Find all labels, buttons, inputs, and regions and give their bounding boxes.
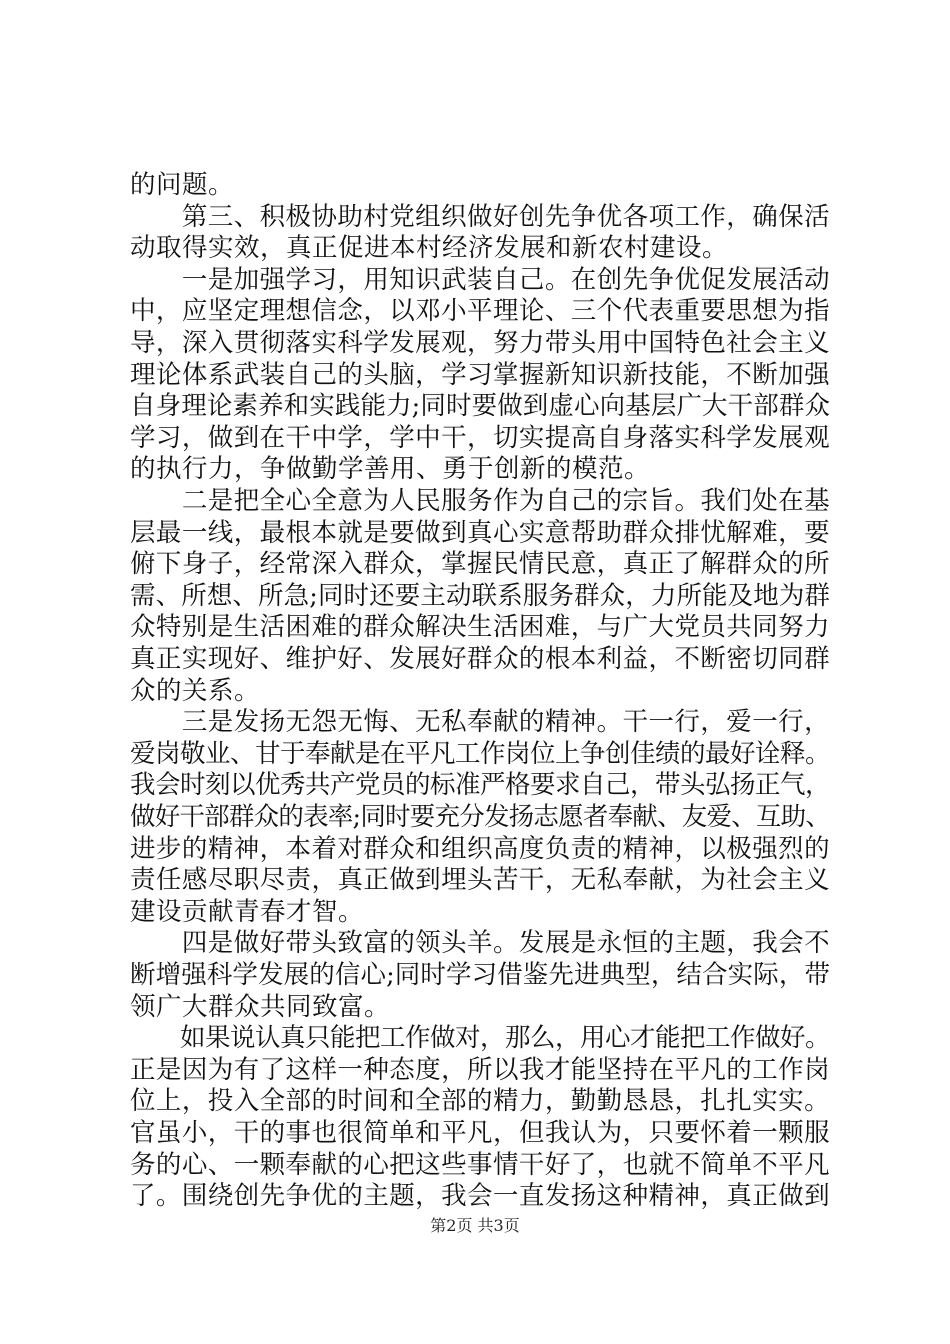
text-line: 爱岗敬业、甘于奉献是在平凡工作岗位上争创佳绩的最好诠释。: [130, 738, 831, 769]
text-line: 责任感尽职尽责，真正做到埋头苦干，无私奉献，为社会主义: [130, 865, 831, 896]
text-line: 断增强科学发展的信心;同时学习借鉴先进典型，结合实际，带: [130, 960, 831, 990]
text-line: 四是做好带头致富的领头羊。发展是永恒的主题，我会不: [130, 928, 831, 959]
text-line: 动取得实效，真正促进本村经济发展和新农村建设。: [130, 233, 729, 264]
text-line: 众特别是生活困难的群众解决生活困难，与广大党员共同努力: [130, 612, 831, 643]
text-line: 三是发扬无怨无悔、无私奉献的精神。干一行，爱一行，: [130, 707, 831, 738]
text-line: 第三、积极协助村党组织做好创先争优各项工作，确保活: [130, 201, 831, 232]
text-line: 二是把全心全意为人民服务作为自己的宗旨。我们处在基: [130, 486, 831, 516]
text-line: 做好干部群众的表率;同时要充分发扬志愿者奉献、友爱、互助、: [130, 802, 831, 832]
text-line: 了。围绕创先争优的主题，我会一直发扬这种精神，真正做到: [130, 1181, 831, 1212]
text-line: 我会时刻以优秀共产党员的标准严格要求自己，带头弘扬正气，: [130, 770, 831, 801]
text-line: 的执行力，争做勤学善用、勇于创新的模范。: [130, 454, 651, 485]
text-line: 中，应坚定理想信念，以邓小平理论、三个代表重要思想为指: [130, 296, 831, 327]
text-line: 学习，做到在干中学，学中干，切实提高自身落实科学发展观: [130, 422, 831, 453]
text-line: 理论体系武装自己的头脑，学习掌握新知识新技能，不断加强: [130, 359, 831, 390]
text-line: 正是因为有了这样一种态度，所以我才能坚持在平凡的工作岗: [130, 1054, 831, 1085]
text-line: 的问题。: [130, 170, 235, 200]
text-line: 官虽小，干的事也很简单和平凡，但我认为，只要怀着一颗服: [130, 1118, 831, 1148]
text-line: 位上，投入全部的时间和全部的精力，勤勤恳恳，扎扎实实。: [130, 1086, 831, 1117]
text-line: 真正实现好、维护好、发展好群众的根本利益，不断密切同群: [130, 644, 831, 674]
text-line: 如果说认真只能把工作做对，那么，用心才能把工作做好。: [130, 1023, 831, 1054]
text-line: 一是加强学习，用知识武装自己。在创先争优促发展活动: [130, 264, 831, 295]
text-line: 层最一线，最根本就是要做到真心实意帮助群众排忧解难，要: [130, 517, 831, 548]
text-line: 务的心、一颗奉献的心把这些事情干好了，也就不简单不平凡: [130, 1149, 831, 1180]
text-line: 自身理论素养和实践能力;同时要做到虚心向基层广大干部群众: [130, 391, 831, 422]
text-line: 俯下身子，经常深入群众，掌握民情民意，真正了解群众的所: [130, 549, 831, 580]
text-line: 需、所想、所急;同时还要主动联系服务群众，力所能及地为群: [130, 580, 831, 611]
text-line: 领广大群众共同致富。: [130, 991, 391, 1022]
text-line: 众的关系。: [130, 675, 261, 706]
text-line: 建设贡献青春才智。: [130, 896, 365, 927]
text-line: 导，深入贯彻落实科学发展观，努力带头用中国特色社会主义: [130, 328, 831, 358]
text-line: 进步的精神，本着对群众和组织高度负责的精神，以极强烈的: [130, 833, 831, 864]
page-footer: 第2页 共3页: [430, 1216, 520, 1235]
